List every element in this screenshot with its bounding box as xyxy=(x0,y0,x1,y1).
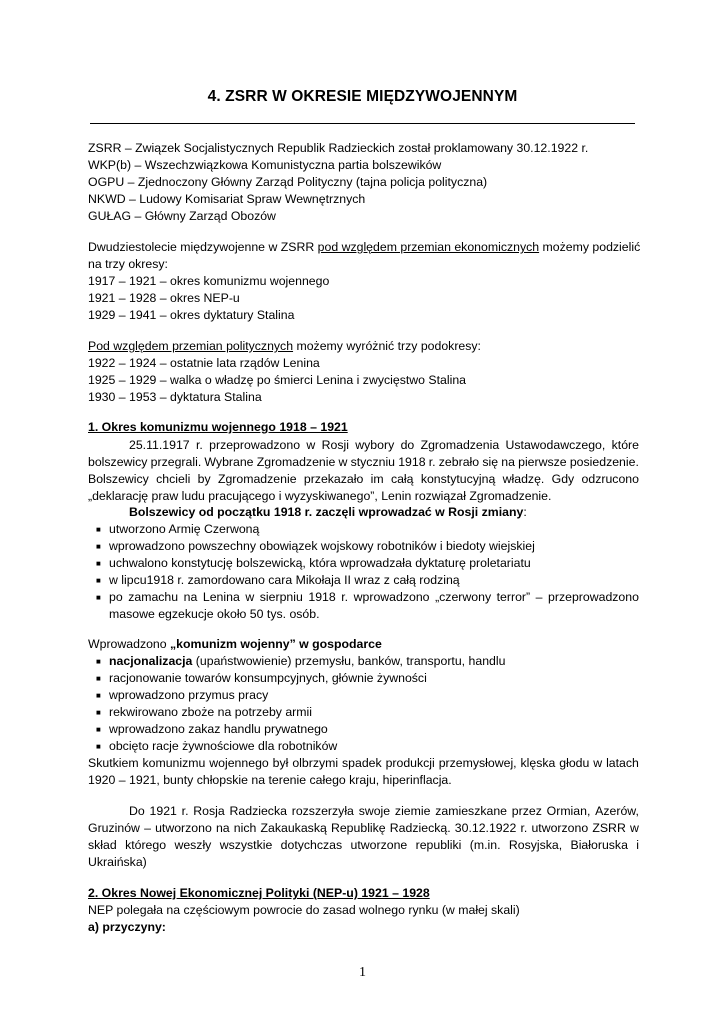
word: był xyxy=(272,756,289,770)
word: całą xyxy=(390,472,414,486)
word: utworzono xyxy=(155,821,212,835)
word: komunizmu xyxy=(142,756,206,770)
section-1-paragraph-line xyxy=(88,454,639,471)
word: r. xyxy=(195,438,203,452)
word: 1921 xyxy=(149,804,177,818)
ussr-formation-line xyxy=(88,820,639,837)
word: nich xyxy=(233,821,257,835)
economic-intro-text-end: możemy podzielić xyxy=(542,240,641,254)
word: im xyxy=(370,472,384,486)
word: Białoruska xyxy=(570,838,628,852)
word: Radziecką. xyxy=(389,821,451,835)
bullet-item: obcięto racje żywnościowe dla robotników xyxy=(109,739,338,753)
bullet-item: uchwalono konstytucję bolszewicką, która wprowadzała dyktaturę proletariatu xyxy=(109,556,531,570)
word: zamieszkane xyxy=(435,804,508,818)
bolshevik-changes-intro xyxy=(129,504,527,521)
word: Azerów, xyxy=(595,804,639,818)
word: „czerwony xyxy=(435,590,492,604)
square-bullet-icon: ■ xyxy=(96,657,101,666)
word: głodu xyxy=(559,756,590,770)
word: ziemie xyxy=(394,804,431,818)
word: r. xyxy=(520,821,528,835)
ussr-formation-line xyxy=(88,837,639,854)
word: Rosji xyxy=(321,438,349,452)
word: zebrało xyxy=(438,455,480,469)
word: Ustawodawczego, xyxy=(505,438,606,452)
page-title: 4. ZSRR W OKRESIE MIĘDZYWOJENNYM xyxy=(207,88,518,105)
word: 1918 xyxy=(398,455,426,469)
word: wybory xyxy=(355,438,395,452)
word: przez xyxy=(511,804,542,818)
economic-period: 1929 – 1941 – okres dyktatury Stalina xyxy=(88,308,295,322)
bolshevik-changes-colon: : xyxy=(523,505,527,519)
nep-description: NEP polegała na częściowym powrocie do zasad wolnego rynku (w małej skali) xyxy=(88,903,520,917)
war-communism-bold: „komunizm wojenny” w gospodarce xyxy=(170,637,382,651)
word: odzrucono xyxy=(581,472,639,486)
word: 30.12.1922 xyxy=(454,821,517,835)
war-communism-text: Wprowadzono xyxy=(88,637,171,651)
word: latach xyxy=(606,756,639,770)
title-divider xyxy=(90,123,635,124)
effect-line xyxy=(88,755,639,772)
bullet-item: utworzono Armię Czerwoną xyxy=(109,522,260,536)
word: Zgromadzenia xyxy=(420,438,500,452)
economic-period: 1921 – 1928 – okres NEP-u xyxy=(88,291,240,305)
ussr-formation-line xyxy=(129,803,639,820)
square-bullet-icon: ■ xyxy=(96,593,101,602)
word: weszły xyxy=(174,838,212,852)
word: chcieli xyxy=(156,472,191,486)
effect-line: 1920 – 1921, bunty chłopskie na terenie całego kraju, hiperinflacja. xyxy=(88,773,452,787)
word: Radziecka xyxy=(229,804,287,818)
word: skład xyxy=(88,838,117,852)
abbreviation-line: NKWD – Ludowy Komisariat Spraw Wewnętrznych xyxy=(88,192,366,206)
section-1-paragraph-line xyxy=(88,471,639,488)
word: w xyxy=(629,821,639,835)
square-bullet-icon: ■ xyxy=(96,725,101,734)
political-intro-text: możemy wyróżnić trzy podokresy: xyxy=(293,339,481,353)
section-1-paragraph-line: „deklarację praw ludu pracującego i wyzyskiwanego”, Lenin rozwiązał Zgromadzenie. xyxy=(88,489,552,503)
economic-period: 1917 – 1921 – okres komunizmu wojennego xyxy=(88,274,330,288)
war-communism-intro xyxy=(88,636,382,653)
word: Rosja xyxy=(193,804,225,818)
square-bullet-icon: ■ xyxy=(96,708,101,717)
word: na xyxy=(183,590,198,604)
nep-causes-heading: a) przyczyny: xyxy=(88,920,166,934)
word: Ormian, xyxy=(546,804,591,818)
word: Republikę xyxy=(330,821,386,835)
word: by xyxy=(197,472,211,486)
word: sierpniu xyxy=(259,590,303,604)
word: w xyxy=(245,590,255,604)
abbreviation-line: ZSRR – Związek Socjalistycznych Republik Radzieckich został proklamowany 30.12.1922 r. xyxy=(88,141,589,155)
word: r. xyxy=(341,590,349,604)
word: – xyxy=(144,821,151,835)
bullet-item: rekwirowano zboże na potrzeby armii xyxy=(109,705,312,719)
word: r. xyxy=(181,804,189,818)
word: w xyxy=(306,438,316,452)
bullet-item-continuation: masowe egzekucje około 50 tys. osób. xyxy=(109,607,320,621)
word: w xyxy=(593,756,603,770)
square-bullet-icon: ■ xyxy=(96,576,101,585)
word: terror” xyxy=(496,590,531,604)
word: produkcji xyxy=(385,756,435,770)
word: władzę. xyxy=(502,472,545,486)
word: Zgromadzenie xyxy=(256,455,336,469)
word: przekazało xyxy=(303,472,364,486)
bolshevik-changes-bold: Bolszewicy od początku 1918 r. zaczęli wprowadzać w Rosji zmiany xyxy=(129,505,524,519)
economic-intro xyxy=(88,239,640,256)
square-bullet-icon: ■ xyxy=(96,674,101,683)
word: wprowadzono xyxy=(353,590,430,604)
section-1-paragraph-line xyxy=(129,437,639,454)
word: r. xyxy=(428,455,436,469)
bullet-item: wprowadzono przymus pracy xyxy=(109,688,269,702)
word: dotychczas xyxy=(280,838,343,852)
abbreviation-line: GUŁAG – Główny Zarząd Obozów xyxy=(88,209,276,223)
ussr-formation-line: Ukraińska) xyxy=(88,855,147,869)
word: konstytucyjną xyxy=(420,472,496,486)
word: klęska xyxy=(520,756,556,770)
word: przegrali. xyxy=(150,455,202,469)
word: olbrzymi xyxy=(292,756,339,770)
word: po xyxy=(109,590,123,604)
section-1-heading: 1. Okres komunizmu wojennego 1918 – 1921 xyxy=(88,420,348,434)
word: pierwsze xyxy=(518,455,567,469)
economic-intro-line2: na trzy okresy: xyxy=(88,257,168,271)
abbreviation-line: WKP(b) – Wszechzwiązkowa Komunistyczna partia bolszewików xyxy=(88,158,442,172)
bullet-item xyxy=(109,653,505,670)
economic-intro-text: Dwudziestolecie międzywojenne w ZSRR xyxy=(88,240,315,254)
word: przeprowadzono xyxy=(548,590,639,604)
word: republiki xyxy=(415,838,462,852)
word: posiedzenie. xyxy=(569,455,639,469)
square-bullet-icon: ■ xyxy=(96,559,101,568)
word: Zgromadzenie xyxy=(217,472,297,486)
square-bullet-icon: ■ xyxy=(96,691,101,700)
word: Zakaukaską xyxy=(260,821,327,835)
word: ZSRR xyxy=(592,821,626,835)
word: którego xyxy=(125,838,167,852)
bullet-item: w lipcu1918 r. zamordowano cara Mikołaja II wraz z całą rodziną xyxy=(109,573,460,587)
bullet-item xyxy=(109,589,639,606)
nationalization-bold: nacjonalizacja xyxy=(109,654,193,668)
word: się xyxy=(482,455,499,469)
word: bolszewicy xyxy=(88,455,148,469)
square-bullet-icon: ■ xyxy=(96,525,101,534)
word: wszystkie xyxy=(219,838,273,852)
word: do xyxy=(400,438,415,452)
political-period: 1925 – 1929 – walka o władzę po śmierci Lenina i zwycięstwo Stalina xyxy=(88,373,466,387)
bullet-item: wprowadzono powszechny obowiązek wojskowy robotników i biedoty wiejskiej xyxy=(109,539,535,553)
section-2-heading: 2. Okres Nowej Ekonomicznej Polityki (NEP-u) 1921 – 1928 xyxy=(88,886,430,900)
word: swoje xyxy=(358,804,391,818)
word: Rosyjska, xyxy=(508,838,563,852)
bullet-item: racjonowanie towarów konsumpcyjnych, głównie żywności xyxy=(109,671,427,685)
word: 1918 xyxy=(308,590,336,604)
word: które xyxy=(611,438,639,452)
word: – xyxy=(535,590,543,604)
political-intro-underlined: Pod względem przemian politycznych xyxy=(88,339,294,353)
word: utworzone xyxy=(350,838,408,852)
word: Do xyxy=(129,804,145,818)
word: (m.in. xyxy=(469,838,501,852)
word: Gdy xyxy=(551,472,575,486)
political-period: 1930 – 1953 – dyktatura Stalina xyxy=(88,390,262,404)
political-period: 1922 – 1924 – ostatnie lata rządów Lenina xyxy=(88,356,320,370)
word: Skutkiem xyxy=(88,756,139,770)
word: Gruzinów xyxy=(88,821,140,835)
word: Lenina xyxy=(202,590,240,604)
word: przemysłowej, xyxy=(438,756,517,770)
word: Wybrane xyxy=(204,455,254,469)
word: utworzono xyxy=(531,821,589,835)
word: i xyxy=(636,838,639,852)
political-intro xyxy=(88,338,481,355)
economic-intro-underlined: pod względem przemian ekonomicznych xyxy=(317,240,540,254)
page-number: 1 xyxy=(359,965,366,980)
word: na xyxy=(501,455,515,469)
word: zamachu xyxy=(128,590,179,604)
word: rozszerzyła xyxy=(291,804,354,818)
word: spadek xyxy=(342,756,382,770)
square-bullet-icon: ■ xyxy=(96,542,101,551)
word: 25.11.1917 xyxy=(129,438,190,452)
word: styczniu xyxy=(350,455,396,469)
abbreviation-line: OGPU – Zjednoczony Główny Zarząd Polityczny (tajna policja polityczna) xyxy=(88,175,488,189)
bullet-item: wprowadzono zakaz handlu prywatnego xyxy=(109,722,328,736)
word: na xyxy=(215,821,230,835)
nationalization-rest: (upaństwowienie) przemysłu, banków, transportu, handlu xyxy=(192,654,506,668)
word: przeprowadzono xyxy=(209,438,301,452)
word: Bolszewicy xyxy=(88,472,149,486)
word: w xyxy=(338,455,348,469)
word: wojennego xyxy=(209,756,269,770)
square-bullet-icon: ■ xyxy=(96,742,101,751)
